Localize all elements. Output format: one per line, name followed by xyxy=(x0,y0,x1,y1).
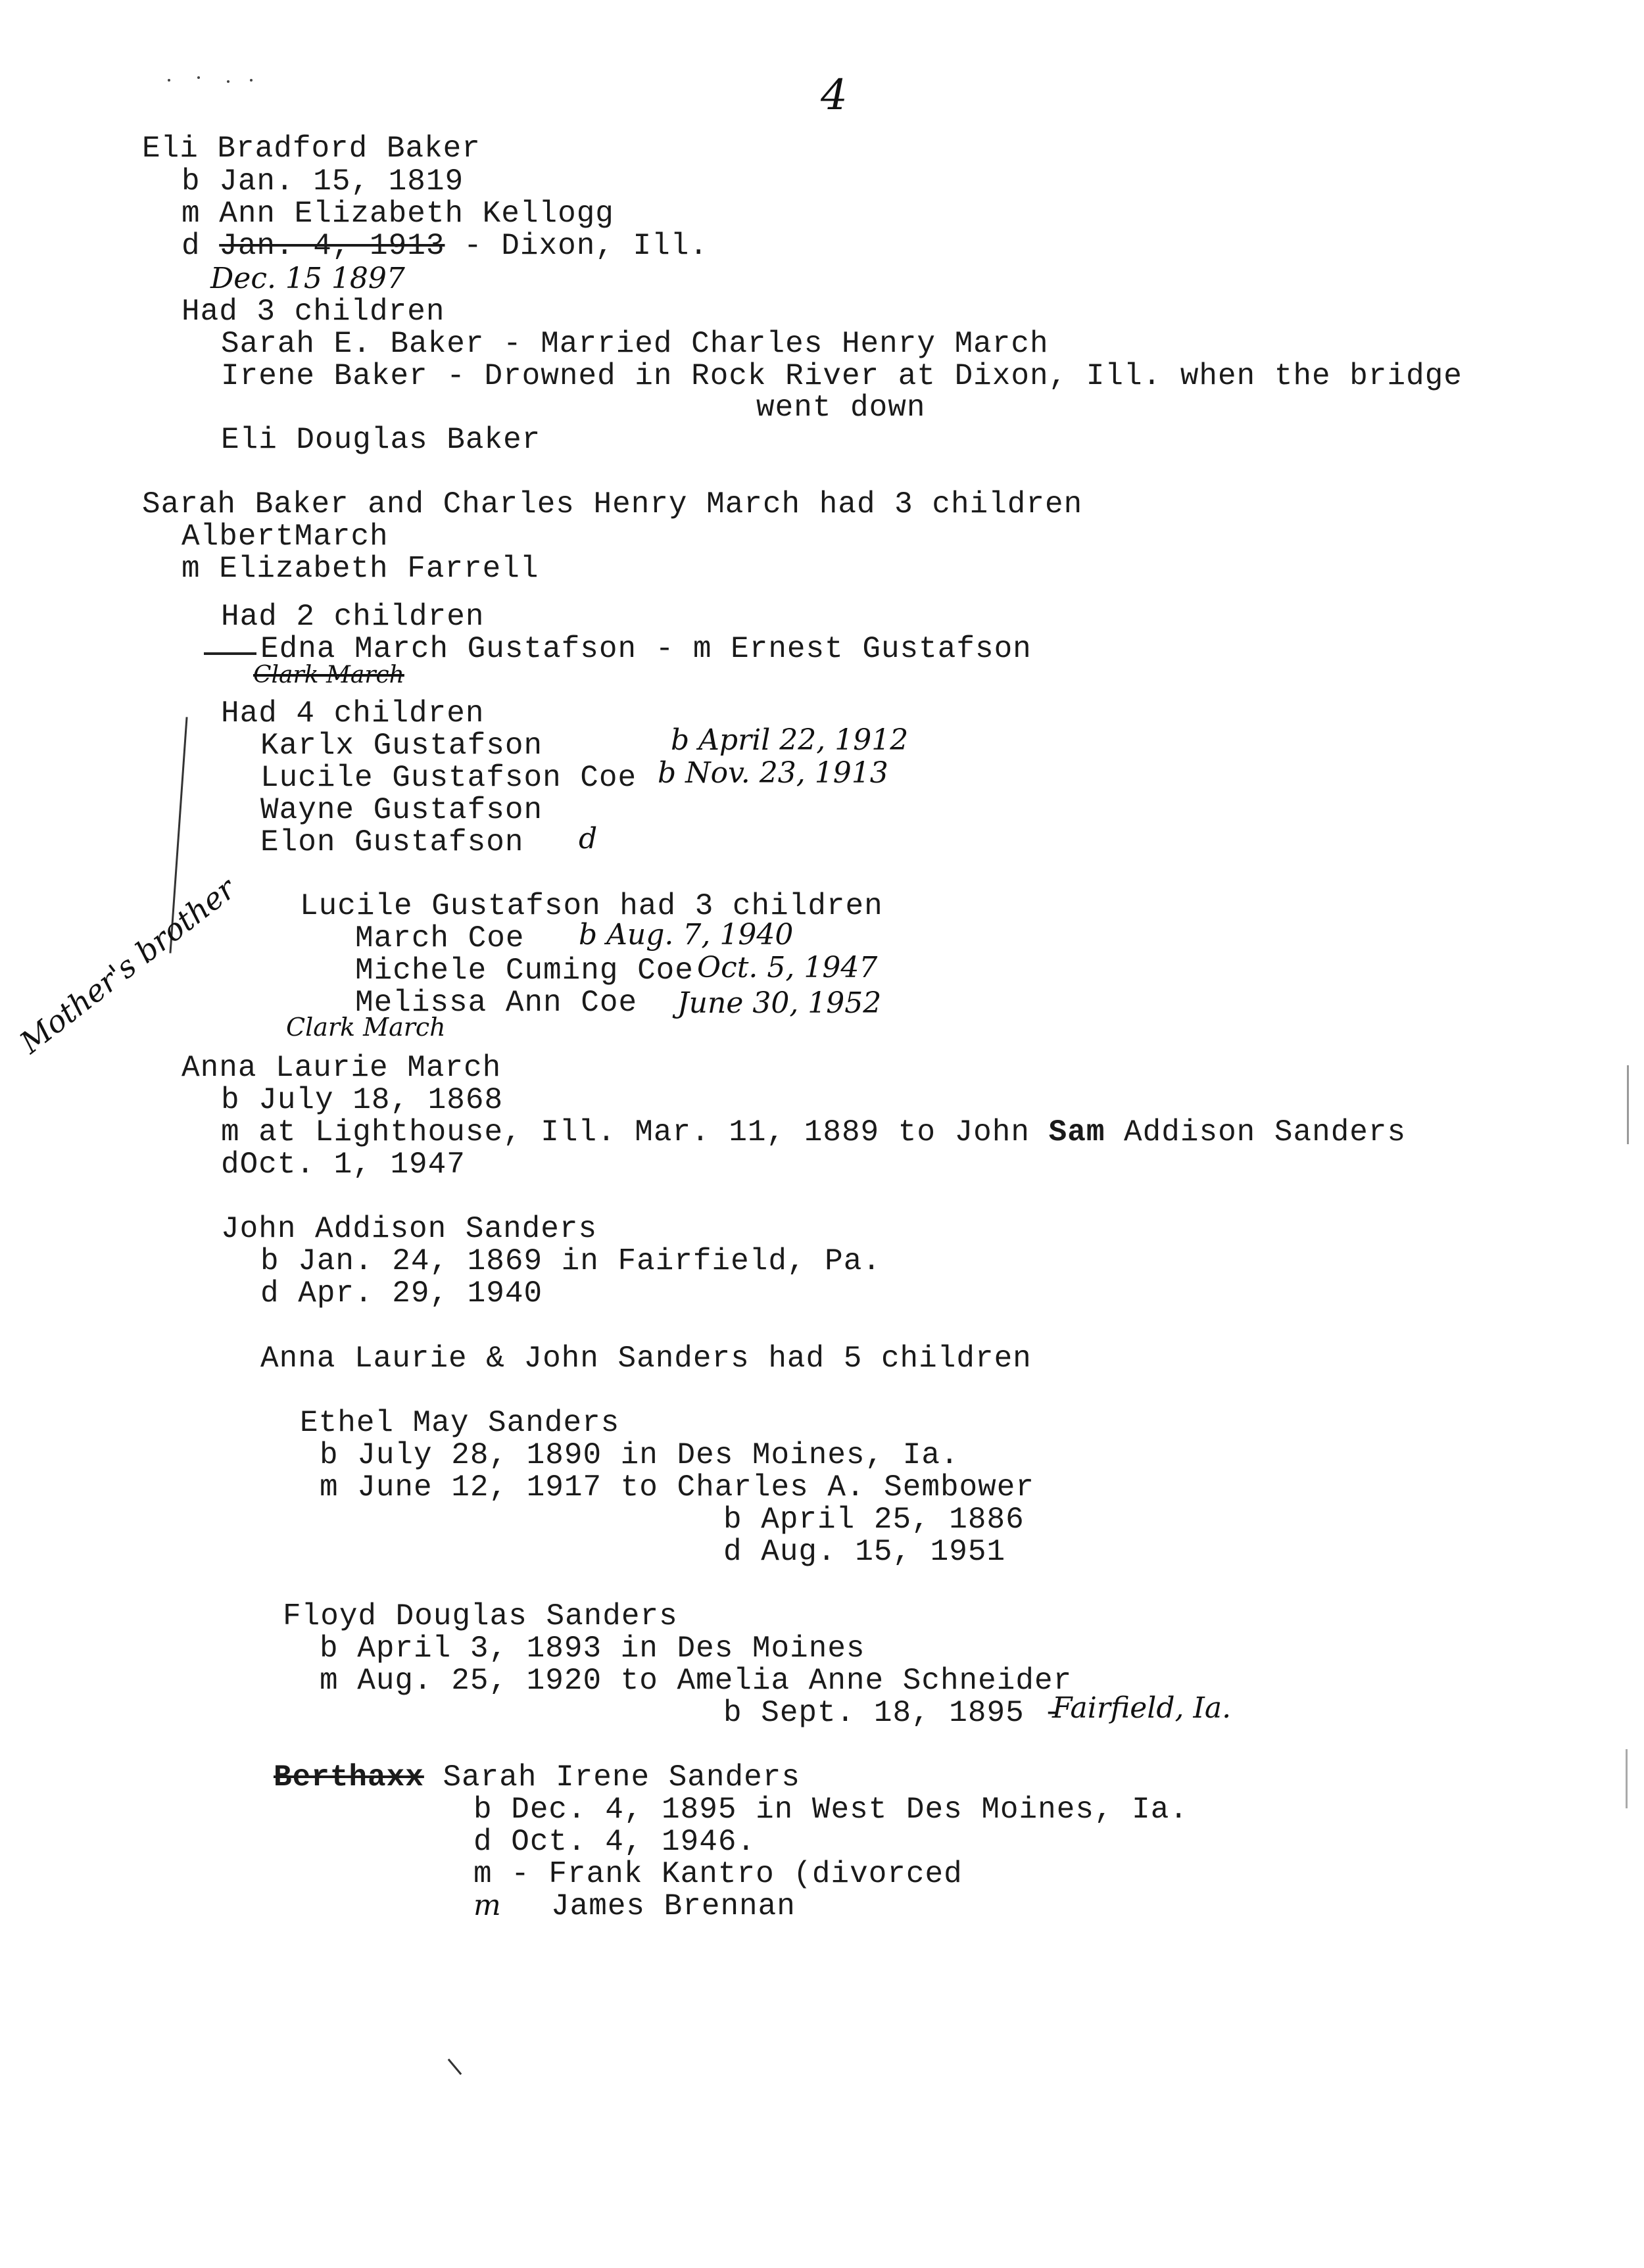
scan-speck xyxy=(168,79,170,82)
handwritten-m: m xyxy=(473,1889,501,1922)
handwritten-clark-march: Clark March xyxy=(286,1013,446,1042)
text-line: m - Frank Kantro (divorced xyxy=(473,1857,963,1891)
text-line: b April 3, 1893 in Des Moines xyxy=(320,1631,865,1666)
text-line: Had 4 children xyxy=(221,696,485,731)
text-line xyxy=(260,729,543,763)
text-line: b Dec. 4, 1895 in West Des Moines, Ia. xyxy=(473,1793,1188,1827)
text-line: Michele Cuming Coe xyxy=(355,953,694,988)
overstrike: Sam xyxy=(1048,1115,1105,1149)
karl-name: Karlx xyxy=(260,729,355,763)
text-line: b July 18, 1868 xyxy=(221,1083,504,1117)
scan-speck xyxy=(197,76,200,79)
text-line: d Oct. 4, 1946. xyxy=(473,1825,756,1859)
text-line: m June 12, 1917 to Charles A. Sembower xyxy=(320,1470,1034,1505)
text-line: m Aug. 25, 1920 to Amelia Anne Schneider xyxy=(320,1664,1073,1698)
text-line: Lucile Gustafson Coe xyxy=(260,761,637,795)
handwritten-fairfield: Fairfield, Ia. xyxy=(1052,1691,1232,1725)
text-line: Edna March Gustafson - m Ernest Gustafson xyxy=(260,632,1032,666)
text-line: Sarah E. Baker - Married Charles Henry March xyxy=(221,327,1049,361)
text-line: d Apr. 29, 1940 xyxy=(260,1276,543,1311)
handwritten-dash xyxy=(204,652,256,655)
text-line: Floyd Douglas Sanders xyxy=(283,1599,678,1633)
handwritten-elon-mark: d xyxy=(579,822,598,856)
text-line: went down xyxy=(756,391,926,425)
text-line: Anna Laurie March xyxy=(181,1051,502,1085)
scan-speck xyxy=(227,80,230,83)
spouse-name: Addison Sanders xyxy=(1105,1115,1407,1149)
text-line: Had 3 children xyxy=(181,295,445,329)
text-line: Sarah Baker and Charles Henry March had 3 children xyxy=(142,487,1083,521)
text-line xyxy=(274,1760,800,1795)
text-line: John Addison Sanders xyxy=(221,1212,598,1246)
handwritten-death-date: Dec. 15 1897 xyxy=(210,262,405,295)
scan-edge-mark xyxy=(1627,1065,1629,1144)
handwritten-karl-birth: b April 22, 1912 xyxy=(671,723,909,757)
text-line: m Elizabeth Farrell xyxy=(181,552,539,586)
text-line: d Aug. 15, 1951 xyxy=(723,1535,1006,1569)
text-line: b April 25, 1886 xyxy=(723,1503,1025,1537)
text-line: Eli Douglas Baker xyxy=(221,423,541,457)
text-line xyxy=(181,229,708,263)
text-line: Irene Baker - Drowned in Rock River at Dixon, Ill. when the bridge xyxy=(221,359,1463,393)
text-line: m Ann Elizabeth Kellogg xyxy=(181,197,614,231)
struck-name: Berthaxx xyxy=(274,1760,424,1795)
text-line: AlbertMarch xyxy=(181,519,389,554)
text-line: b Jan. 24, 1869 in Fairfield, Pa. xyxy=(260,1244,881,1278)
text-line: b Jan. 15, 1819 xyxy=(181,164,464,199)
scan-edge-mark xyxy=(1626,1749,1628,1808)
handwritten-michele-birth: Oct. 5, 1947 xyxy=(697,951,878,984)
marriage-text: m at Lighthouse, Ill. Mar. 11, 1889 to John xyxy=(221,1115,1049,1149)
text-line: Anna Laurie & John Sanders had 5 children xyxy=(260,1341,1032,1376)
stray-mark xyxy=(448,2059,462,2075)
text-line: b Sept. 18, 1895 - xyxy=(723,1696,1062,1730)
death-prefix: d xyxy=(181,229,220,263)
text-line: Melissa Ann Coe xyxy=(355,986,638,1020)
text-line: Wayne Gustafson xyxy=(260,793,543,827)
text-line xyxy=(221,1115,1406,1149)
text-line: b July 28, 1890 in Des Moines, Ia. xyxy=(320,1438,959,1472)
handwritten-melissa-birth: June 30, 1952 xyxy=(677,986,882,1020)
text-line: Had 2 children xyxy=(221,600,485,634)
page-number: 4 xyxy=(821,71,848,120)
text-line: James Brennan xyxy=(551,1889,796,1923)
handwritten-march-birth: b Aug. 7, 1940 xyxy=(579,918,794,952)
text-line: March Coe xyxy=(355,921,525,955)
text-line: Ethel May Sanders xyxy=(300,1406,620,1440)
struck-date: Jan. 4, 1913 xyxy=(219,229,445,263)
karl-surname: Gustafson xyxy=(354,729,543,763)
text-line: Elon Gustafson xyxy=(260,825,524,859)
scan-speck xyxy=(250,79,253,82)
handwritten-margin-note: Mother's brother xyxy=(13,871,243,1061)
text-line: dOct. 1, 1947 xyxy=(221,1147,466,1182)
text-line: Lucile Gustafson had 3 children xyxy=(300,889,883,923)
handwritten-lucile-birth: b Nov. 23, 1913 xyxy=(658,756,888,790)
struck-handwritten-name: Clark March xyxy=(253,662,404,688)
death-place: - Dixon, Ill. xyxy=(445,229,708,263)
person-name: Sarah Irene Sanders xyxy=(423,1760,800,1795)
text-line: Eli Bradford Baker xyxy=(142,132,481,166)
